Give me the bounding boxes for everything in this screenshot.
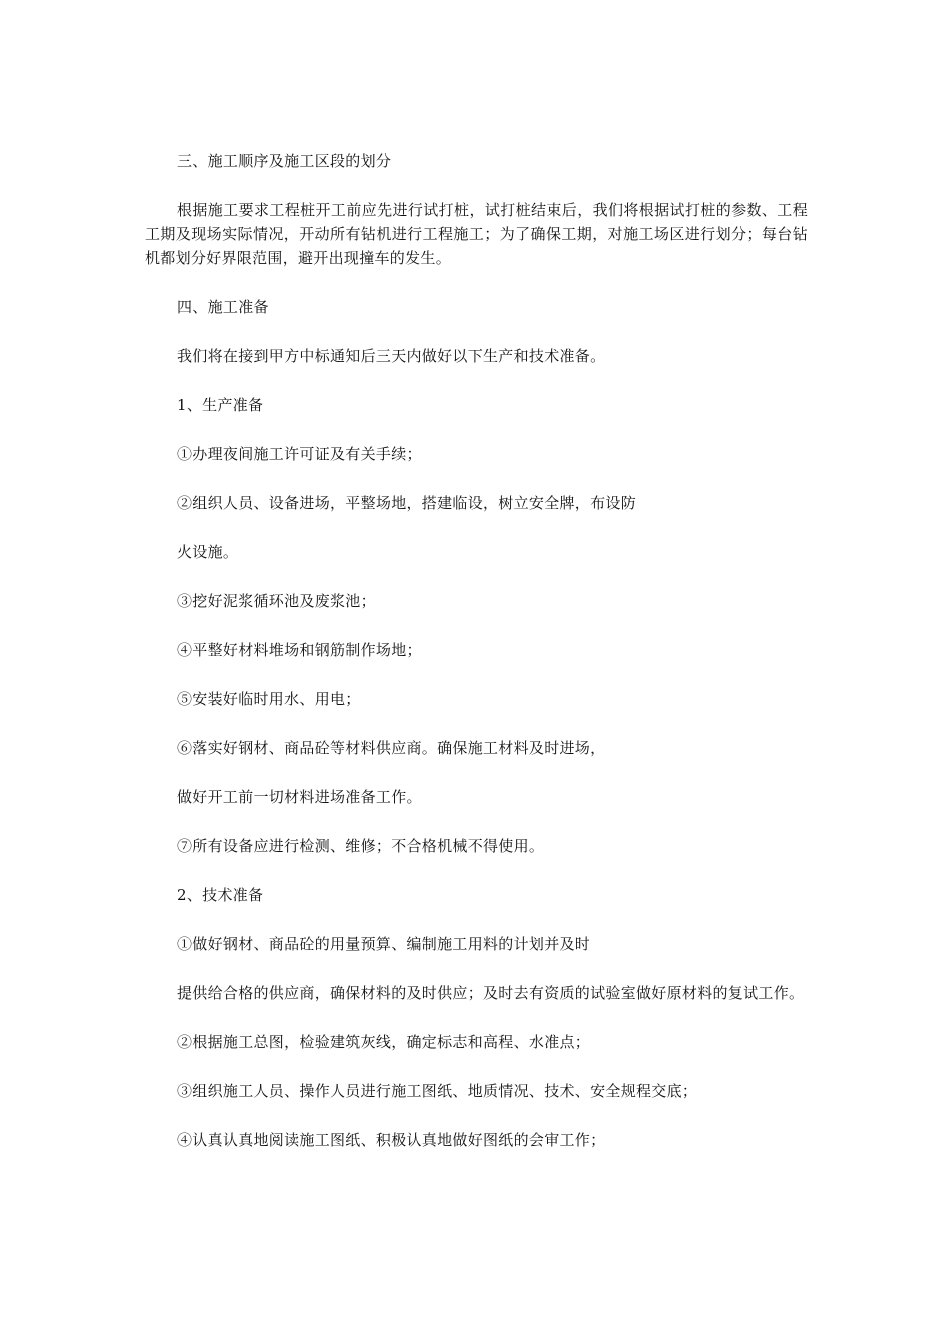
list-item-production-3: ③挖好泥浆循环池及废浆池； [177, 592, 376, 610]
subheading-production-prep: 1、生产准备 [177, 396, 264, 414]
list-item-production-6-cont: 做好开工前一切材料进场准备工作。 [177, 788, 422, 806]
list-item-production-2-cont: 火设施。 [177, 543, 239, 561]
list-item-technical-3: ③组织施工人员、操作人员进行施工图纸、地质情况、技术、安全规程交底； [177, 1082, 698, 1100]
list-item-production-4: ④平整好材料堆场和钢筋制作场地； [177, 641, 422, 659]
paragraph-construction-sequence: 根据施工要求工程桩开工前应先进行试打桩，试打桩结束后，我们将根据试打桩的参数、工程工期及现场实际情况，开动所有钻机进行工程施工；为了确保工期，对施工场区进行划分；每台钻机都划分好界限范围，避开出现撞车的发生。 [145, 201, 808, 267]
list-item-technical-1-cont: 提供给合格的供应商，确保材料的及时供应；及时去有资质的试验室做好原材料的复试工作。 [177, 984, 805, 1002]
subheading-technical-prep: 2、技术准备 [177, 886, 264, 904]
list-item-production-7: ⑦所有设备应进行检测、维修；不合格机械不得使用。 [177, 837, 545, 855]
section-heading-4: 四、施工准备 [177, 298, 269, 316]
list-item-production-5: ⑤安装好临时用水、用电； [177, 690, 361, 708]
document-body [145, 149, 808, 1177]
list-item-production-2: ②组织人员、设备进场，平整场地，搭建临设，树立安全牌，布设防 [177, 494, 637, 512]
section-heading-3: 三、施工顺序及施工区段的划分 [177, 152, 392, 170]
list-item-production-1: ①办理夜间施工许可证及有关手续； [177, 445, 422, 463]
list-item-technical-4: ④认真认真地阅读施工图纸、积极认真地做好图纸的会审工作； [177, 1131, 606, 1149]
paragraph-preparation-intro: 我们将在接到甲方中标通知后三天内做好以下生产和技术准备。 [177, 347, 606, 365]
list-item-production-6: ⑥落实好钢材、商品砼等材料供应商。确保施工材料及时进场， [177, 739, 606, 757]
list-item-technical-2: ②根据施工总图，检验建筑灰线，确定标志和高程、水准点； [177, 1033, 591, 1051]
list-item-technical-1: ①做好钢材、商品砼的用量预算、编制施工用料的计划并及时 [177, 935, 591, 953]
